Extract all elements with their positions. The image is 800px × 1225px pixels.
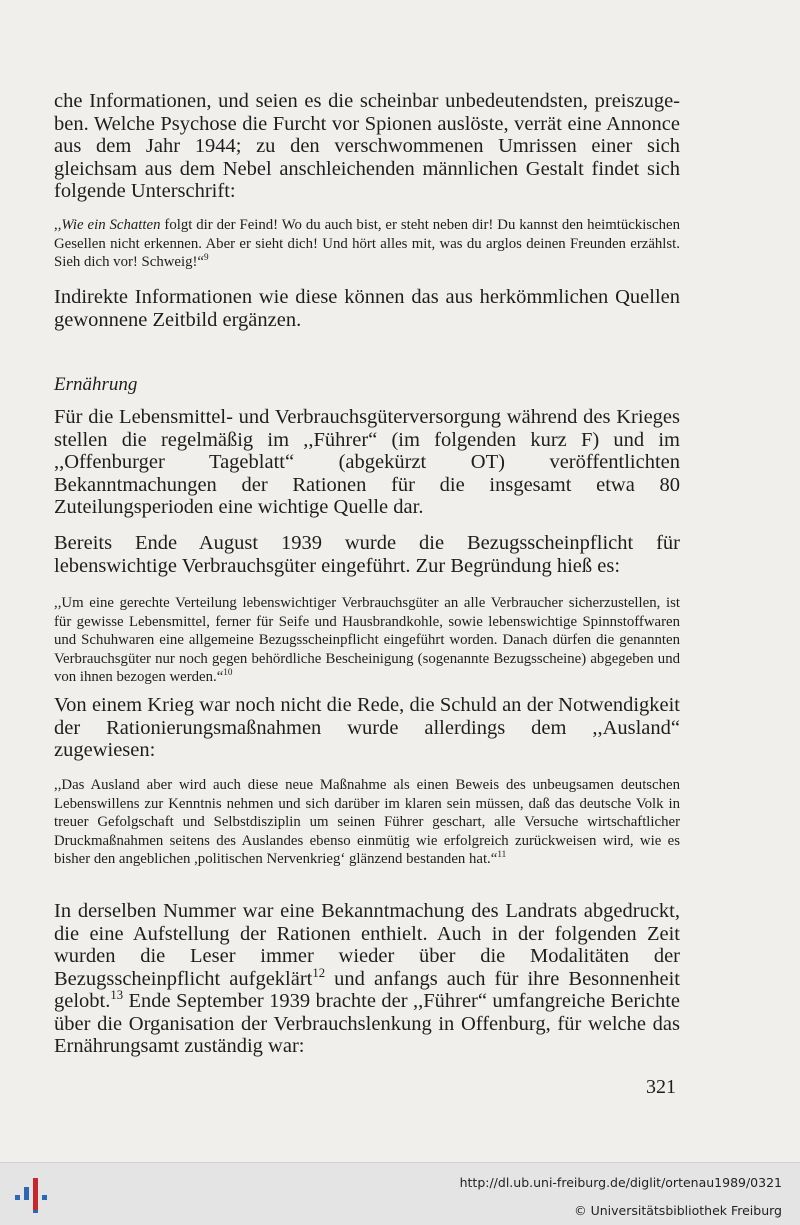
footnote-ref-13: 13 [110, 988, 124, 1003]
paragraph-text: Ende September 1939 brachte der ,,Führer“ umfangreiche Berichte über die Organisation der Verbrauchslenkung in Offenburg, für welche das Ernährungsamt zuständig war: [54, 990, 680, 1057]
footnote-ref-11: 11 [497, 849, 507, 860]
page-number: 321 [646, 1076, 676, 1098]
quote-italic: Wie ein Schatten [61, 217, 161, 233]
quote-text: folgt dir der Feind! Wo du auch bist, er steht neben dir! Du kannst den heimtückischen Gesellen nicht erkennen. Aber er sieht dich! Und hört alles mit, was du arglos deinen Freunden erzählst. Sieh dich vor! Schweig!“ [54, 217, 680, 271]
quote-schatten [54, 216, 680, 272]
paragraph-versorgung: Für die Lebensmittel- und Verbrauchsgüterversorgung während des Krieges stellen die regelmäßig im ,,Führer“ (im folgenden kurz F) und im ,,Offenburger Tageblatt“ (abgekürzt OT) veröffentlichten Bekanntmachungen der Rationen für die insgesamt etwa 80 Zuteilungsperioden eine wichtige Quelle dar. [54, 406, 680, 518]
paragraph-text: In derselben Nummer war eine Bekanntmachung des Landrats abgedruckt, die eine Aufstellung der Rationen enthielt. Auch in der folgenden Zeit wurden die Leser immer wieder über die Modalitäten der Bezugsscheinpflicht aufgeklärt [54, 900, 680, 990]
footnote-ref-10: 10 [223, 667, 233, 678]
quote-verteilung [54, 594, 680, 687]
quote-ausland [54, 776, 680, 869]
copyright-notice: © Universitätsbibliothek Freiburg [574, 1203, 782, 1218]
footer-bar [0, 1162, 800, 1225]
paragraph-ausland: Von einem Krieg war noch nicht die Rede, die Schuld an der Notwendigkeit der Rationierungsmaßnahmen wurde allerdings dem ,,Ausland“ zugewiesen: [54, 694, 680, 761]
quote-text: ,,Das Ausland aber wird auch diese neue Maßnahme als einen Beweis des unbeugsamen deutschen Lebenswillens zur Kenntnis nehmen und sich darüber im klaren sein müssen, daß das deutsche Volk in treuer Gefolgschaft und Selbstdisziplin um seinen Führer geschart, alle Versuche wirtschaftlicher Druckmaßnahmen seitens des Auslandes ebenso einmütig wie erfolgreich zurückweisen wird, wie es bisher den angeblichen ,politischen Nervenkrieg‘ glänzend bestanden hat.“ [54, 777, 680, 868]
paragraph-indirect: Indirekte Informationen wie diese können das aus herkömmlichen Quellen gewonnene Zeitbild ergänzen. [54, 286, 680, 331]
library-logo-icon [12, 1173, 52, 1215]
paragraph-intro: che Informationen, und seien es die scheinbar unbedeutendsten, preiszuge-ben. Welche Psychose die Furcht vor Spionen auslöste, verrät eine Annonce aus dem Jahr 1944; zu den verschwommenen Umrissen einer sich gleichsam aus dem Nebel anschleichenden männlichen Gestalt findet sich folgende Unterschrift: [54, 90, 680, 202]
quote-open: ,, [54, 217, 62, 233]
footnote-ref-9: 9 [204, 252, 209, 263]
source-link[interactable]: http://dl.ub.uni-freiburg.de/diglit/ortenau1989/0321 [459, 1175, 782, 1190]
section-heading: Ernährung [54, 374, 138, 395]
quote-text: ,,Um eine gerechte Verteilung lebenswichtiger Verbrauchsgüter an alle Verbraucher sicherzustellen, ist für gewisse Lebensmittel, ferner für Seife und Hausbrandkohle, sowie lebenswichtige Spinnstoffwaren und Schuhwaren eine allgemeine Bezugsscheinpflicht eingeführt worden. Danach dürfen die genannten Verbrauchsgüter nur noch gegen behördliche Bescheinigung (sogenannte Bezugsscheine) abgegeben und von ihnen bezogen werden.“ [54, 595, 680, 686]
paragraph-text: und anfangs auch für ihre Besonnenheit gelobt. [54, 967, 680, 1012]
paragraph-bezugsschein: Bereits Ende August 1939 wurde die Bezugsscheinpflicht für lebenswichtige Verbrauchsgüter eingeführt. Zur Begründung hieß es: [54, 532, 680, 577]
paragraph-landrat [54, 900, 680, 1058]
footnote-ref-12: 12 [312, 965, 326, 980]
